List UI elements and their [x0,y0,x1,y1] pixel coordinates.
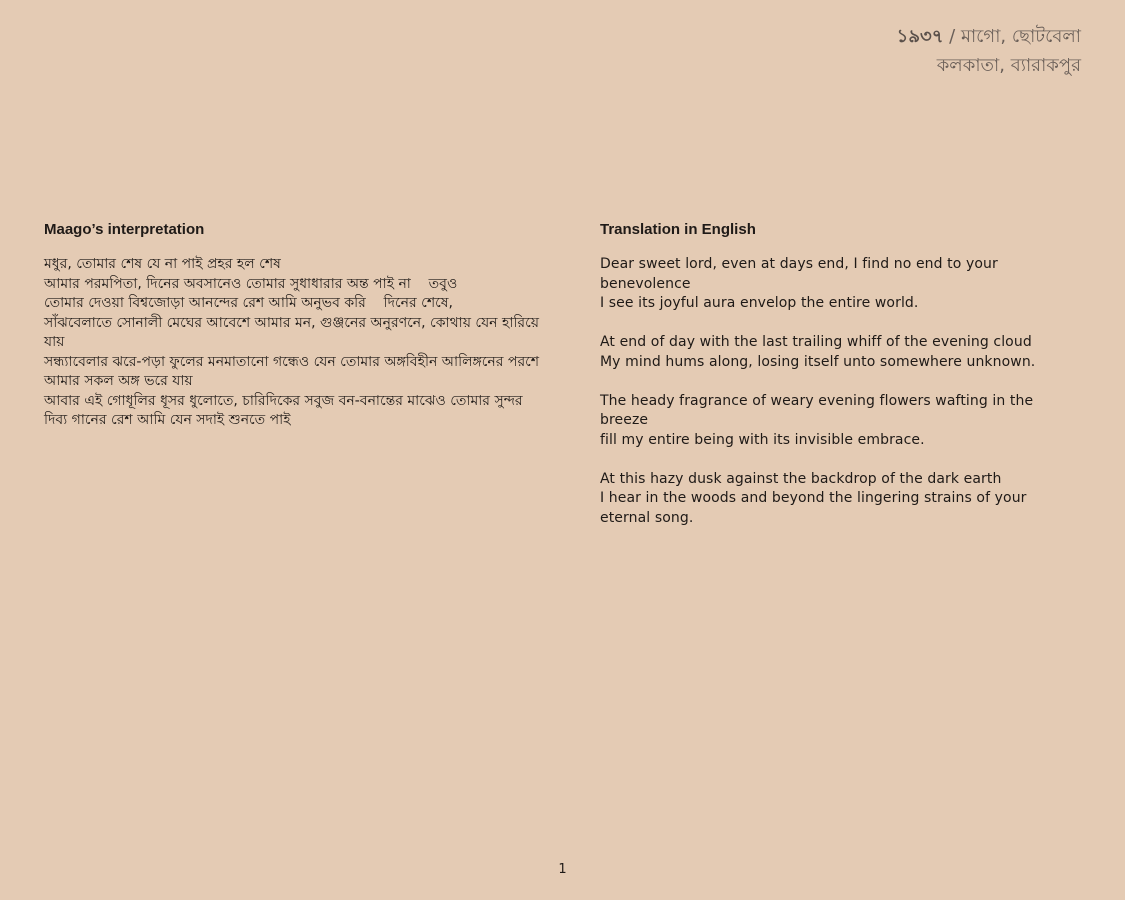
header-place: কলকাতা, ব্যারাকপুর [936,55,1081,76]
translation-stanza [600,255,1060,314]
page-header [897,22,1081,80]
interpretation-text [44,255,544,431]
translation-stanza [600,333,1060,372]
translation-line: At this hazy dusk against the backdrop of the dark earth [600,470,1002,487]
translation-line: I see its joyful aura envelop the entire world. [600,295,919,311]
translation-column [600,220,1060,548]
translation-line: My mind hums along, losing itself unto somewhere unknown. [600,353,1036,370]
translation-stanza [600,392,1060,451]
interpretation-line: আমার পরমপিতা, দিনের অবসানেও তোমার সুধাধারার অন্ত পাই না তবুও [44,275,458,292]
header-title: মাগো, ছোটবেলা [960,26,1081,47]
interpretation-line: মধুর, তোমার শেষ যে না পাই প্রহর হল শেষ [44,256,281,272]
translation-line: The heady fragrance of weary evening flowers wafting in the breeze [600,392,1034,428]
translation-line: I hear in the woods and beyond the lingering strains of your eternal song. [600,490,1027,526]
translation-stanza [600,470,1060,529]
page-number: 1 [558,862,567,877]
header-separator: / [943,26,961,47]
interpretation-line: তোমার দেওয়া বিশ্বজোড়া আনন্দের রেশ আমি অনুভব করি দিনের শেষে, [44,295,453,311]
interpretation-title: Maago’s interpretation [44,221,205,238]
header-year: ১৯৩৭ [896,26,944,47]
translation-title: Translation in English [600,221,756,238]
translation-line: Dear sweet lord, even at days end, I find no end to your benevolence [600,256,998,292]
translation-line: At end of day with the last trailing whiff of the evening cloud [600,334,1032,350]
translation-line: fill my entire being with its invisible embrace. [600,431,925,448]
interpretation-column [44,220,544,431]
header-title-line [897,22,1081,51]
interpretation-line: আবার এই গোধূলির ধূসর ধুলোতে, চারিদিকের সবুজ বন-বনান্তের মাঝেও তোমার সুন্দর দিব্য গানের রেশ আমি যেন সদাই শুনতে পাই [44,392,528,428]
interpretation-line: সাঁঝবেলাতে সোনালী মেঘের আবেশে আমার মন, গুঞ্জনের অনুরণনে, কোথায় যেন হারিয়ে যায় [44,314,544,350]
interpretation-line: সন্ধ্যাবেলার ঝরে-পড়া ফুলের মনমাতানো গন্ধেও যেন তোমার অঙ্গবিহীন আলিঙ্গনের পরশে আমার সকল অঙ্গ ভরে যায় [44,353,544,389]
